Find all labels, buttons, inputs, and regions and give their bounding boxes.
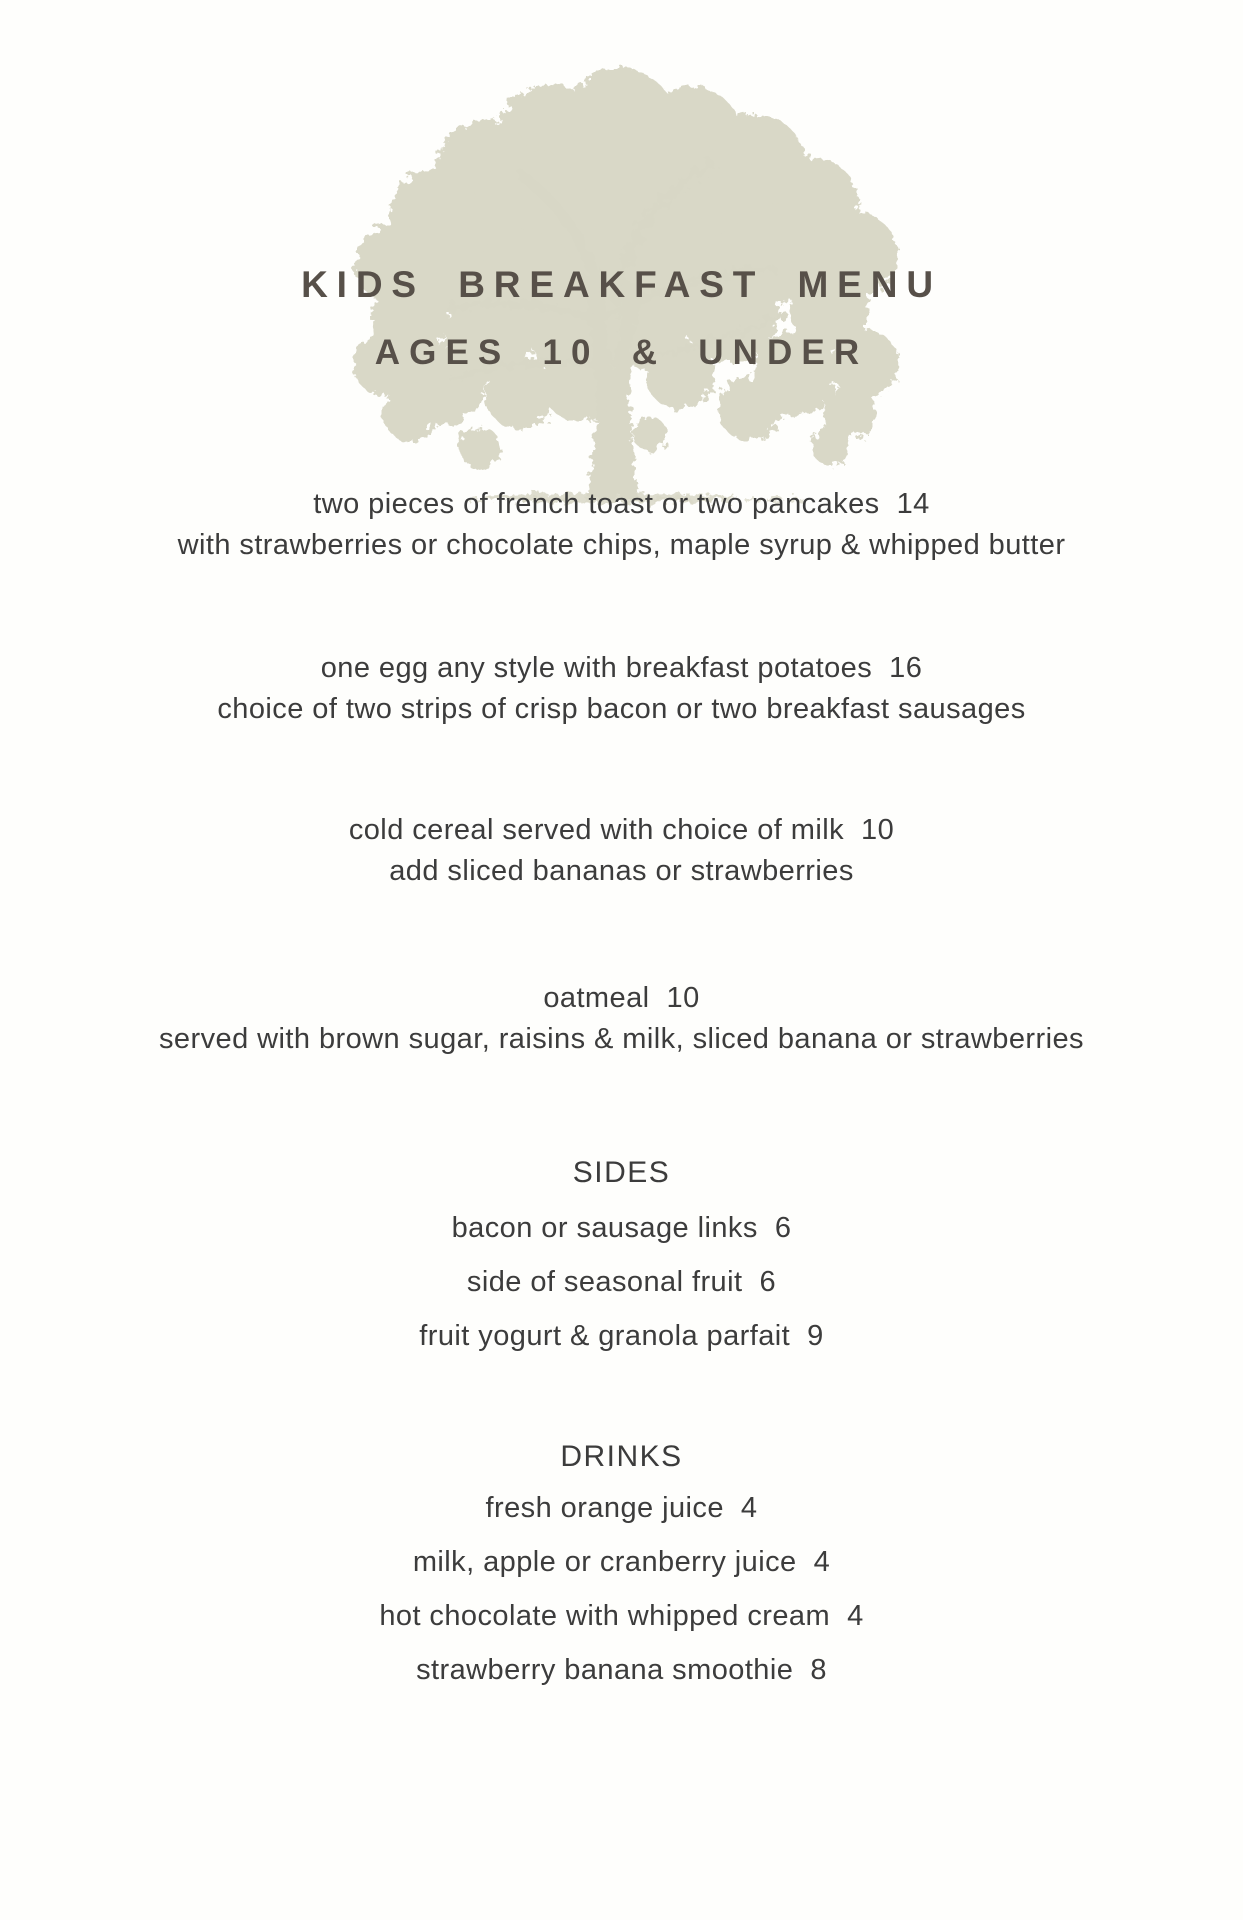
item-name: side of seasonal fruit — [466, 1266, 743, 1298]
item-price: 9 — [807, 1320, 824, 1352]
item-price: 4 — [847, 1600, 864, 1632]
menu-item-french-toast — [0, 484, 1243, 566]
item-description: choice of two strips of crisp bacon or two breakfast sausages — [217, 693, 1026, 725]
list-item — [0, 1255, 1243, 1309]
item-name: fruit yogurt & granola parfait — [419, 1320, 791, 1352]
sides-list — [0, 1201, 1243, 1363]
list-item — [0, 1201, 1243, 1255]
item-price: 4 — [740, 1492, 758, 1524]
item-description: with strawberries or chocolate chips, maple syrup & whipped butter — [177, 529, 1066, 561]
item-name-line — [0, 484, 1243, 525]
item-name: one egg any style with breakfast potatoes — [320, 652, 873, 684]
list-item — [0, 1309, 1243, 1363]
item-price: 16 — [889, 652, 923, 684]
item-price: 8 — [810, 1654, 827, 1686]
menu-item-egg — [0, 648, 1243, 730]
drinks-list — [0, 1481, 1243, 1697]
list-item — [0, 1535, 1243, 1589]
list-item — [0, 1589, 1243, 1643]
menu-item-oatmeal — [0, 978, 1243, 1060]
menu-item-cold-cereal — [0, 810, 1243, 892]
item-name: cold cereal served with choice of milk — [348, 814, 845, 846]
list-item — [0, 1481, 1243, 1535]
item-description: add sliced bananas or strawberries — [389, 855, 854, 887]
item-price: 10 — [861, 814, 895, 846]
item-name-line — [0, 648, 1243, 689]
item-name-line — [0, 978, 1243, 1019]
item-name: two pieces of french toast or two pancakes — [313, 488, 880, 520]
item-name: strawberry banana smoothie — [416, 1654, 794, 1686]
item-name: bacon or sausage links — [451, 1212, 758, 1244]
menu-subtitle: AGES 10 & UNDER — [374, 333, 869, 372]
item-price: 6 — [774, 1212, 792, 1244]
item-name: fresh orange juice — [485, 1492, 724, 1524]
item-description: served with brown sugar, raisins & milk, sliced banana or strawberries — [159, 1023, 1084, 1055]
section-heading-drinks: DRINKS — [560, 1440, 683, 1473]
item-price: 6 — [759, 1266, 777, 1298]
item-name: hot chocolate with whipped cream — [379, 1600, 831, 1632]
section-heading-sides: SIDES — [572, 1156, 671, 1189]
item-name: milk, apple or cranberry juice — [412, 1546, 797, 1578]
item-name: oatmeal — [543, 982, 650, 1014]
item-price: 4 — [813, 1546, 831, 1578]
item-price: 10 — [666, 982, 700, 1014]
menu-title: KIDS BREAKFAST MENU — [301, 264, 942, 305]
item-name-line — [0, 810, 1243, 851]
list-item — [0, 1643, 1243, 1697]
item-price: 14 — [896, 488, 930, 520]
